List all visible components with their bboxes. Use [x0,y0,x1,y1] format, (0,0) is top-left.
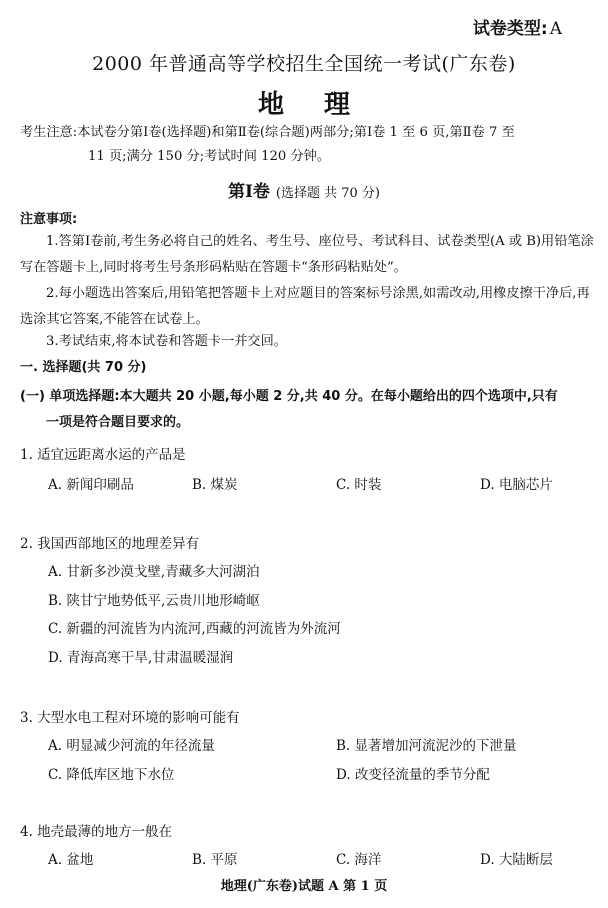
question-3-option-c: C. 降低库区地下水位 [48,767,175,783]
notice-line-2: 11 页;满分 150 分;考试时间 120 分钟。 [88,149,331,164]
question-2-option-c: C. 新疆的河流皆为内流河,西藏的河流皆为外流河 [48,621,341,637]
question-4-option-c: C. 海洋 [336,852,382,868]
question-3-option-d: D. 改变径流量的季节分配 [336,767,490,783]
question-1-stem: 1. 适宜远距离水运的产品是 [20,447,186,463]
instructions-heading: 注意事项: [20,212,78,227]
exam-type-label-text: 试卷类型: [472,19,548,39]
question-2-stem: 2. 我国西部地区的地理差异有 [20,536,200,552]
exam-type-label [473,14,562,39]
section-1-subheading-line-1: (一) 单项选择题:本大题共 20 小题,每小题 2 分,共 40 分。在每小题给出的四个选项中,只有 [20,389,558,404]
question-3-option-a: A. 明显减少河流的年径流量 [48,738,215,754]
exam-title: 2000 年普通高等学校招生全国统一考试(广东卷) [92,53,516,75]
exam-type-value: A [549,19,562,39]
question-2-option-d: D. 青海高寒干旱,甘肃温暖湿润 [48,650,234,666]
instruction-item-1: 1.答第Ⅰ卷前,考生务必将自己的姓名、考生号、座位号、考试科目、试卷类型(A 或 B)用铅笔涂写在答题卡上,同时将考生号条形码粘贴在答题卡“条形码粘贴处”。 [20,234,594,275]
question-1-option-d: D. 电脑芯片 [480,477,553,493]
question-2-option-a: A. 甘新多沙漠戈壁,青藏多大河湖泊 [48,564,260,580]
question-4-option-a: A. 盆地 [48,852,94,868]
question-4-option-d: D. 大陆断层 [480,852,553,868]
question-2-option-b: B. 陕甘宁地势低平,云贵川地形崎岖 [48,593,260,609]
instruction-item-2: 2.每小题选出答案后,用铅笔把答题卡上对应题目的答案标号涂黑,如需改动,用橡皮擦干净后,再选涂其它答案,不能答在试卷上。 [20,286,590,327]
notice-line-1: 考生注意:本试卷分第Ⅰ卷(选择题)和第Ⅱ卷(综合题)两部分;第Ⅰ卷 1 至 6 页,第Ⅱ卷 7 至 [20,125,515,140]
candidate-notice [20,121,600,169]
question-4-stem: 4. 地壳最薄的地方一般在 [20,824,173,840]
question-3-stem: 3. 大型水电工程对环境的影响可能有 [20,710,240,726]
question-1-option-a: A. 新闻印刷品 [48,477,134,493]
page-footer: 地理(广东卷)试题 A 第 1 页 [220,879,388,894]
subject-title: 地理 [257,90,390,120]
question-1-option-b: B. 煤炭 [192,477,238,493]
part-1-title-text: 第Ⅰ卷 [227,182,270,202]
instruction-item-3: 3.考试结束,将本试卷和答题卡一并交回。 [46,334,287,349]
question-1-option-c: C. 时装 [336,477,382,493]
part-1-subtitle: (选择题 共 70 分) [275,186,381,201]
question-3-option-b: B. 显著增加河流泥沙的下泄量 [336,738,517,754]
section-1-heading: 一. 选择题(共 70 分) [20,360,147,375]
section-1-subheading-line-2: 一项是符合题目要求的。 [46,415,190,430]
part-1-title [0,177,608,202]
question-4-option-b: B. 平原 [192,852,238,868]
